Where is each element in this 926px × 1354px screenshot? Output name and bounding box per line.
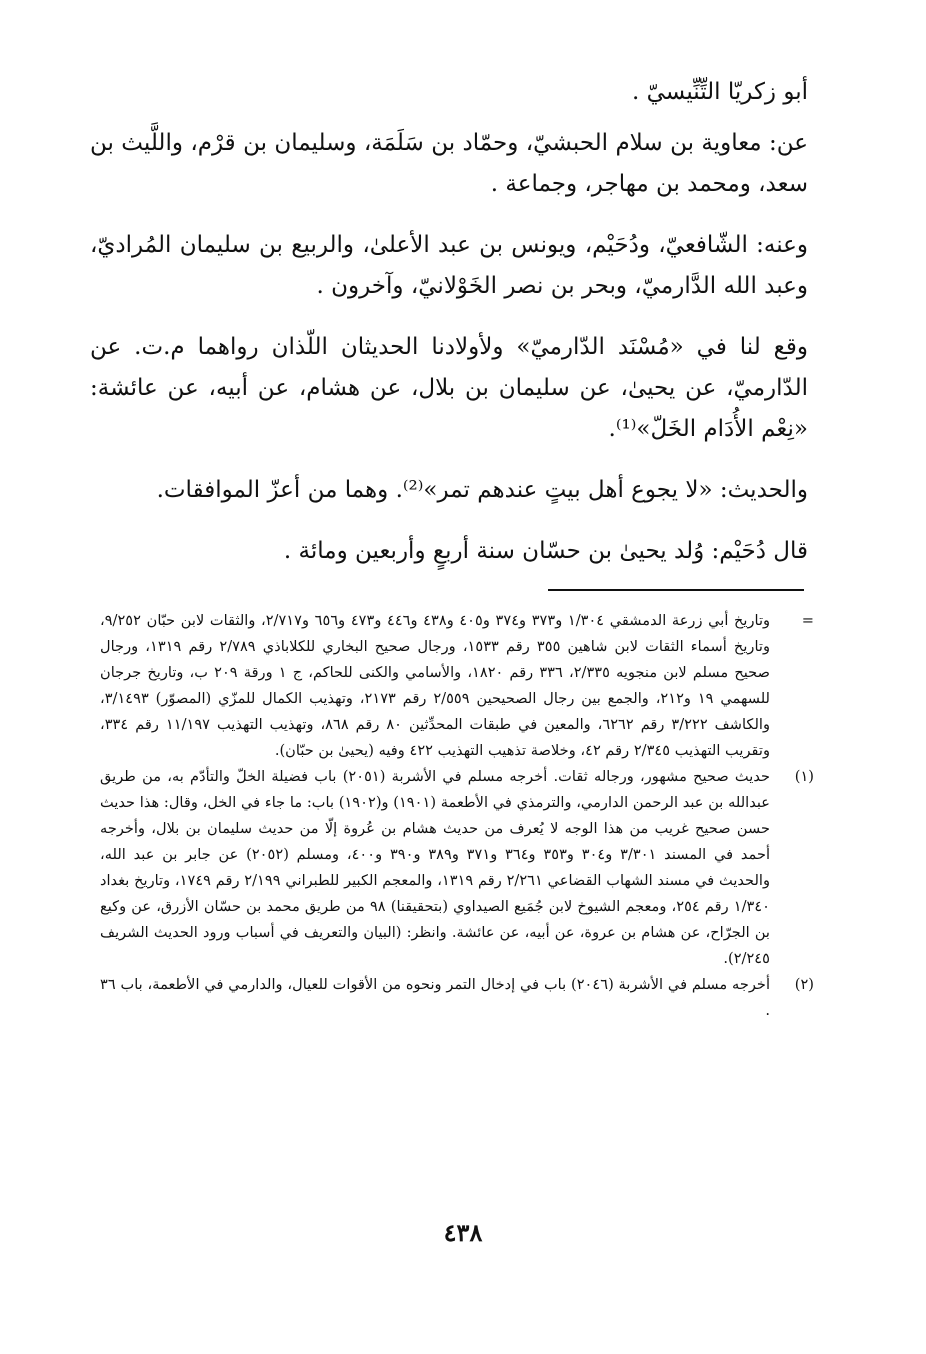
main-paragraph-4: وقع لنا في «مُسْنَد الدّارميّ» ولأولادنا الحديثان اللّذان رواهما م.ت. عن الدّارميّ، عن يحيىٰ، عن سليمان بن بلال، عن هشام، عن أبيه، عن عائشة: «نِعْم الأُدَام الخَلّ»⁽¹⁾. [90,334,808,442]
footnote-mark: (١) [794,768,814,785]
footnote-1 [100,764,814,972]
footnotes [100,608,814,1024]
main-paragraph-6: قال دُحَيْم: وُلد يحيىٰ بن حسّان سنة أربعٍ وأربعين ومائة . [283,538,808,564]
footnote-2 [100,972,814,1024]
footnote-continued [100,608,814,764]
main-paragraph-2: عن: معاوية بن سلام الحبشيّ، وحمّاد بن سَلَمَة، وسليمان بن قرْم، واللَّيث بن سعد، ومحمد بن مهاجر، وجماعة . [90,130,808,197]
footnote-mark: = [801,612,814,629]
page-number: ٤٣٨ [443,1218,483,1247]
footnote-text: حديث صحيح مشهور، ورجاله ثقات. أخرجه مسلم في الأشربة (٢٠٥١) باب فضيلة الخلّ والتأدّم به، من طريق عبدالله بن عبد الرحمن الدارمي، والترمذي في الأطعمة (١٩٠١) و(١٩٠٢) باب: ما جاء في الخل، وقال: هذا حديث حسن صحيح غريب من هذا الوجه لا يُعرف من حديث هشام بن عُروة إلّا من حديث سليمان بن بلال، وأخرجه أحمد في المسند ٣/٣٠١ و٣٠٤ و٣٥٣ و٣٦٤ و٣٧١ و٣٨٩ و٣٩٠ و٤٠٠، ومسلم (٢٠٥٢) عن جابر بن عبد الله، والحديث في مسند الشهاب القضاعي ٢/٢٦١ رقم ١٣١٩، والمعجم الكبير للطبراني ٢/١٩٩ رقم ١٧٤٩، وتاريخ بغداد ١/٣٤٠ رقم ٢٥٤، ومعجم الشيوخ لابن جُمَيع الصيداوي (بتحقيقنا) ٩٨ من طريق محمد بن حسّان الأزرق، عن وكيع بن الجرّاح، عن هشام بن عروة، عن أبيه، عن عائشة. وانظر: (البيان والتعريف في أسباب ورود الحديث الشريف ٢/٢٤٥). [100,768,771,967]
main-paragraph-1: أبو زكريّا التِّنِّيسيّ . [632,79,808,105]
footnote-text: أخرجه مسلم في الأشربة (٢٠٤٦) باب في إدخال التمر ونحوه من الأقوات للعيال، والدارمي في الأطعمة، باب ٣٦ . [100,976,770,1019]
main-text [90,72,808,592]
footnote-mark: (٢) [794,976,814,993]
footnote-text: وتاريخ أبي زرعة الدمشقي ١/٣٠٤ و٣٧٣ و٣٧٤ و٤٠٥ و٤٣٨ و٤٤٦ و٤٧٣ و٦٥٦ و٢/٧١٧، والثقات لابن حبّان ٩/٢٥٢، وتاريخ أسماء الثقات لابن شاهين ٣٥٥ رقم ١٥٣٣، ورجال صحيح البخاري للكلاباذي ٢/٧٨٩ رقم ١٣١٩، ورجال صحيح مسلم لابن منجويه ٢/٣٣٥، ٣٣٦ رقم ١٨٢٠، والأسامي والكنى للحاكم، ج ١ ورقة ٢٠٩ ب، وتاريخ جرجان للسهمي ١٩ و٢١٢، والجمع بين رجال الصحيحين ٢/٥٥٩ رقم ٢١٧٣، وتهذيب الكمال للمزّي (المصوّر) ٣/١٤٩٣، والكاشف ٣/٢٢٢ رقم ٦٢٦٢، والمعين في طبقات المحدِّثين ٨٠ رقم ٨٦٨، وتهذيب التهذيب ١١/١٩٧ رقم ٣٣٤، وتقريب التهذيب ٢/٣٤٥ رقم ٤٢، وخلاصة تذهيب التهذيب ٤٢٢ وفيه (يحيىٰ بن حبّان). [100,612,771,759]
footnote-separator [548,589,804,591]
main-paragraph-3: وعنه: الشّافعيّ، ودُحَيْم، ويونس بن عبد الأعلىٰ، والربيع بن سليمان المُراديّ، وعبد الله الدَّارميّ، وبحر بن نصر الخَوْلانيّ، وآخرون . [90,232,808,299]
main-paragraph-5: والحديث: «لا يجوع أهل بيتٍ عندهم تمر»⁽²⁾. وهما من أعزّ الموافقات. [156,477,808,503]
